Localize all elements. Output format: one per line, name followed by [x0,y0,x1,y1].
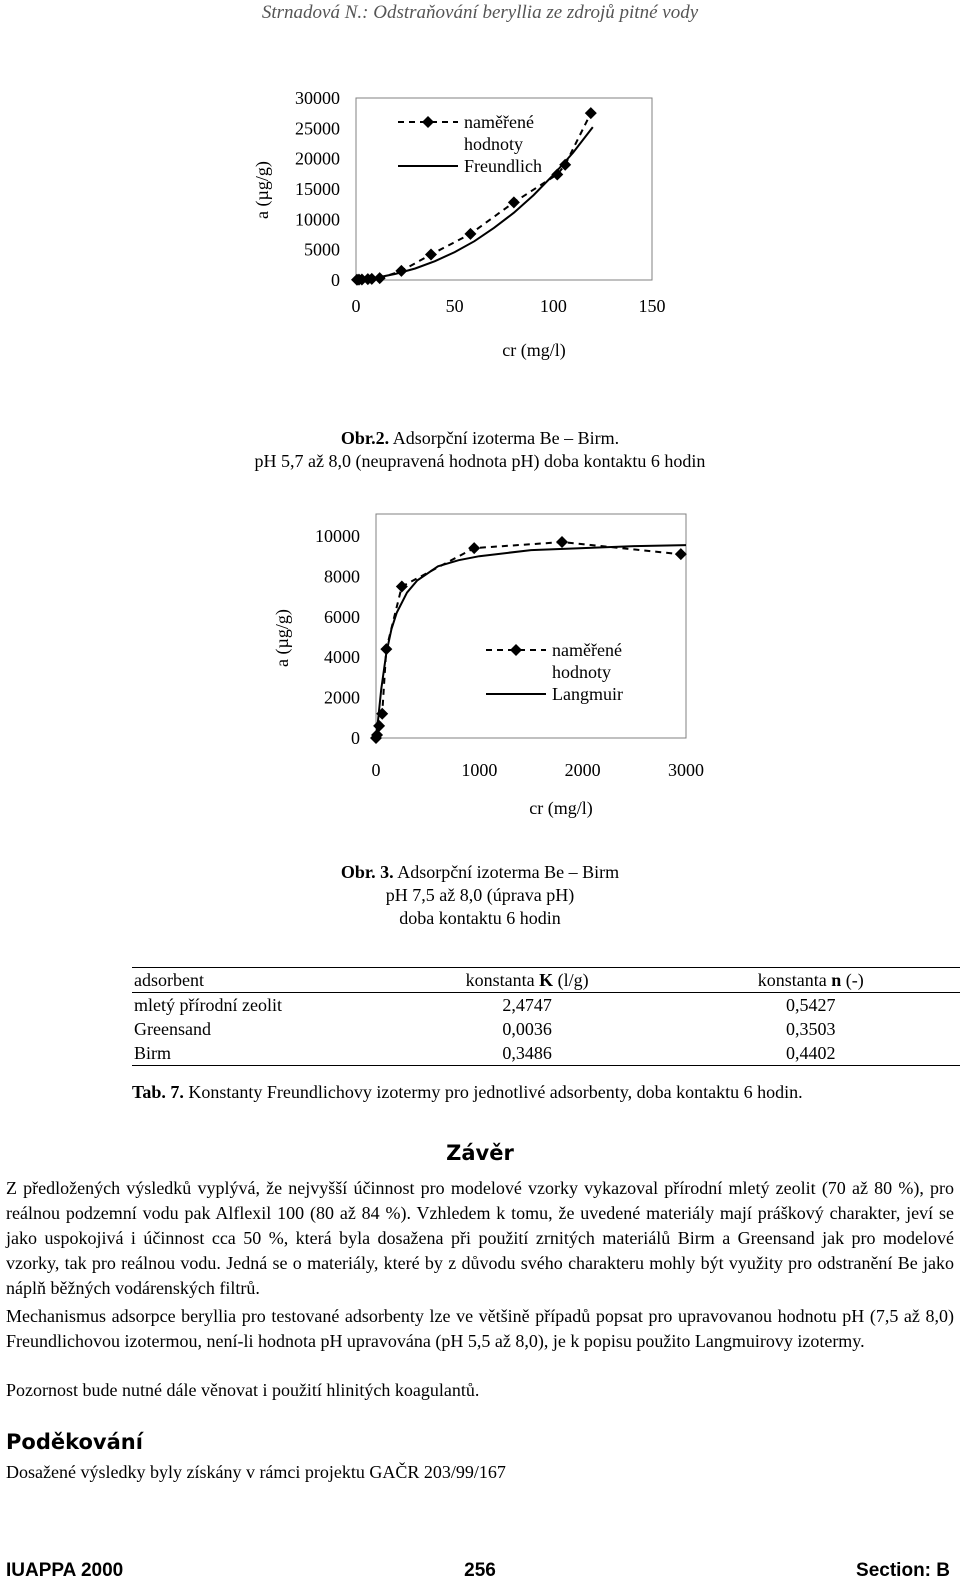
acknowledgement-text: Dosažené výsledky byly získány v rámci projektu GAČR 203/99/167 [6,1462,506,1482]
cell-k: 0,3486 [393,1041,662,1066]
fig2-caption-label: Obr.2. [340,428,390,448]
cell-adsorbent: mletý přírodní zeolit [134,994,282,1015]
col-n-prefix: konstanta [757,969,832,990]
x-tick-label: 1000 [461,760,498,780]
legend-label-fit: Langmuir [552,684,623,704]
table-caption-text: Konstanty Freundlichovy izotermy pro jednotlivé adsorbenty, doba kontaktu 6 hodin. [183,1082,803,1102]
data-point-marker [508,196,520,208]
x-tick-label: 150 [638,296,666,316]
constants-table [132,967,960,1066]
col-n-symbol: n [831,969,842,990]
y-tick-label: 15000 [295,179,340,199]
data-point-marker [585,107,597,119]
y-tick-label: 2000 [324,687,360,708]
y-tick-label: 10000 [295,209,340,230]
col-k [393,968,662,993]
table-row [132,1041,960,1066]
legend-label-fit: Freundlich [464,156,542,176]
legend-label-measured-line1: naměřené [464,112,534,132]
footer-left: IUAPPA 2000 [6,1560,124,1581]
series-line-fit [376,545,686,738]
x-tick-label: 0 [371,760,381,780]
y-tick-label: 25000 [295,118,340,139]
y-tick-label: 10000 [315,526,360,546]
col-k-prefix: konstanta [465,969,540,990]
col-k-unit: (l/g) [553,969,589,990]
x-tick-label: 2000 [564,760,601,780]
x-axis-title: cr (mg/l) [529,798,593,818]
acknowledgement-title: Poděkování [6,1430,143,1454]
legend-marker-measured [422,116,434,128]
fig3-caption-conditions: pH 7,5 až 8,0 (úprava pH) [385,885,575,905]
data-point-marker [425,249,437,261]
plot-area-frame [376,514,686,738]
data-point-marker [396,581,408,593]
conclusion-title: Závěr [446,1141,514,1165]
col-n-unit: (-) [841,969,864,990]
cell-k: 2,4747 [502,994,552,1015]
y-tick-label: 8000 [324,566,360,587]
table-caption [132,1082,803,1103]
data-point-marker [373,720,385,732]
cell-n: 0,3503 [785,1018,836,1039]
y-tick-label: 20000 [295,148,340,169]
table-header-row [132,968,960,993]
x-tick-label: 100 [539,296,567,316]
legend-marker-measured [510,644,522,656]
data-point-marker [464,228,476,240]
data-point-marker [675,548,687,560]
cell-k: 0,0036 [502,1018,552,1039]
conclusion-paragraph-2: Mechanismus adsorpce beryllia pro testované adsorbenty lze ve většině případů popsat pro upravovanou hodnotu pH (7,5 až 8,0) Freundlichovou izotermou, není-li hodnota pH upravována (pH 5,5 až 8,0), je k popisu použito Langmuirovy izotermy. [6,1306,954,1351]
legend-label-measured-line2: hodnoty [464,134,524,154]
x-axis-title: cr (mg/l) [502,340,566,360]
cell-n: 0,5427 [785,994,836,1015]
x-tick-label: 50 [445,296,464,316]
fig2-caption [0,427,960,473]
y-tick-label: 30000 [295,88,340,108]
cell-adsorbent: Birm [132,1041,393,1066]
fig3-caption-label: Obr. 3. [340,862,394,882]
y-axis-title: a (µg/g) [272,609,292,667]
conclusion-paragraph-3: Pozornost bude nutné dále věnovat i použití hlinitých koagulantů. [6,1380,480,1400]
table-row [132,993,960,1018]
fig2-caption-conditions: pH 5,7 až 8,0 (neupravená hodnota pH) doba kontaktu 6 hodin [254,451,706,471]
y-axis-title: a (µg/g) [252,161,272,219]
cell-n: 0,4402 [661,1041,960,1066]
col-adsorbent: adsorbent [132,968,393,993]
chart-legend [486,640,623,704]
chart-legend [398,112,542,176]
footer-page-number: 256 [464,1560,496,1581]
data-point-marker [556,536,568,548]
langmuir-chart-svg [0,520,960,830]
y-tick-label: 4000 [324,647,360,668]
legend-label-measured-line1: naměřené [552,640,622,660]
fig3-caption [0,861,960,930]
col-n [661,968,960,993]
data-point-marker [468,542,480,554]
fig2-caption-title: Adsorpční izoterma Be – Birm. [389,428,620,448]
footer-right: Section: B [856,1560,950,1581]
y-tick-label: 6000 [324,606,360,627]
fig3-caption-contact: doba kontaktu 6 hodin [399,908,561,928]
series-line-measured [376,542,681,738]
col-k-symbol: K [539,969,554,990]
table-row [132,1017,960,1041]
y-tick-label: 0 [351,728,360,748]
freundlich-chart-svg [0,80,960,370]
langmuir-chart [0,520,960,830]
y-tick-label: 5000 [304,239,340,260]
x-tick-label: 0 [351,296,361,316]
x-tick-label: 3000 [668,760,704,780]
table-caption-label: Tab. 7. [132,1082,184,1102]
legend-label-measured-line2: hodnoty [552,662,612,682]
conclusion-paragraph-1: Z předložených výsledků vyplývá, že nejvyšší účinnost pro modelové vzorky vykazoval přírodní mletý zeolit (70 až 80 %), pro reálnou podzemní vodu pak Alflexil 100 (80 až 84 %). Vzhledem k tomu, že uvedené materiály mají práškový charakter, jeví se jako uspokojivá i účinnost cca 50 %, která byla dosažena při použití zrnitých materiálů Birm a Greensand jak pro modelové vzorky, tak pro reálnou vodu. Jedná se o materiály, které by z důvodu svého charakteru mohly být využity pro odstranění Be jako náplň běžných vodárenských filtrů. [6,1178,954,1298]
cell-adsorbent: Greensand [134,1018,211,1039]
freundlich-chart [0,80,960,370]
y-tick-label: 0 [331,270,340,290]
fig3-caption-title: Adsorpční izoterma Be – Birm [393,862,620,882]
running-header: Strnadová N.: Odstraňování beryllia ze zdrojů pitné vody [261,2,699,23]
